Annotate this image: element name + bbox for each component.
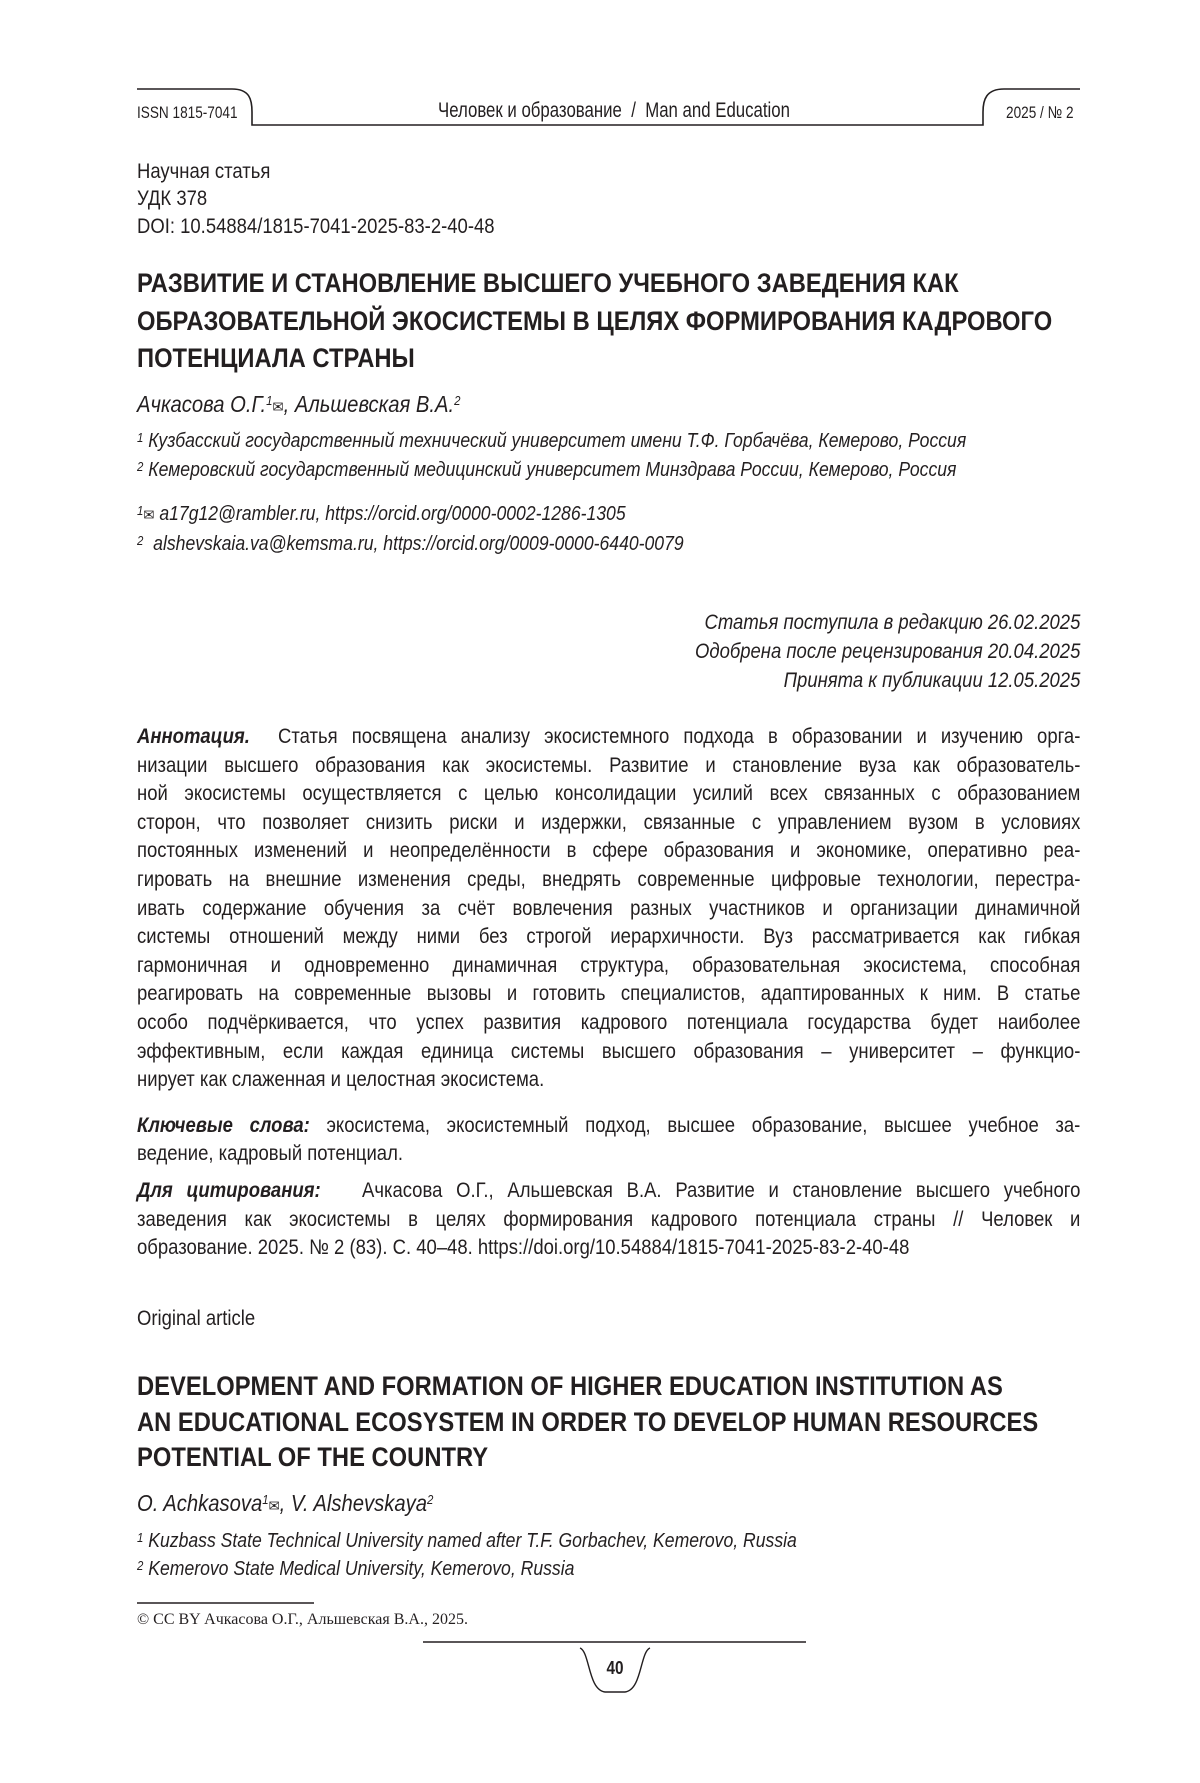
contact — [137, 530, 684, 558]
affil-text: Kuzbass State Technical University named after T.F. Gorbachev, Kemerovo, Russia — [148, 1530, 797, 1552]
author-sup: 2 — [454, 393, 461, 408]
citation-line — [137, 1177, 1080, 1205]
citation-text: Ачкасова О.Г., Альшевская В.А. Развитие и становление высшего учебного — [362, 1179, 1081, 1202]
date-received: Статья поступила в редакцию 26.02.2025 — [704, 611, 1081, 634]
abstract-text: Статья посвящена анализу экосистемного подхода в образовании и изучению орга- — [278, 725, 1081, 748]
envelope-icon: ✉ — [143, 507, 155, 524]
abstract-line: низации высшего образования как экосистемы. Развитие и становление вуза как образователь- — [137, 753, 1081, 777]
abstract-line: гировать на внешние изменения среды, внедрять современные цифровые технологии, перестра- — [137, 868, 1081, 891]
author-sup: 2 — [427, 1492, 434, 1507]
separator: , — [279, 1490, 291, 1516]
title-ru-line: РАЗВИТИЕ И СТАНОВЛЕНИЕ ВЫСШЕГО УЧЕБНОГО ЗАВЕДЕНИЯ КАК — [137, 268, 959, 298]
authors-en — [137, 1489, 433, 1521]
abstract-line: ной экосистемы осуществляется с целью консолидации усилий всех связанных с образованием — [137, 782, 1081, 806]
affiliation-en — [137, 1555, 574, 1583]
abstract-label: Аннотация. — [137, 725, 250, 748]
title-en-line: AN EDUCATIONAL ECOSYSTEM IN ORDER TO DEVELOP HUMAN RESOURCES — [137, 1407, 1039, 1437]
issue-number: 2025 / № 2 — [1006, 103, 1074, 122]
affil-text: Кузбасский государственный технический университет имени Т.Ф. Горбачёва, Кемерово, Россия — [148, 430, 967, 452]
contact — [137, 500, 626, 530]
affil-sup: 2 — [137, 459, 144, 474]
affil-sup: 1 — [137, 1530, 144, 1545]
affil-text: Kemerovo State Medical University, Kemerovo, Russia — [148, 1558, 575, 1580]
author-name: Альшевская В.А. — [294, 391, 455, 417]
keywords-line — [137, 1112, 1080, 1140]
keywords-text: экосистема, экосистемный подход, высшее образование, высшее учебное за- — [326, 1114, 1081, 1137]
affil-text: Кемеровский государственный медицинский университет Минздрава России, Кемерово, Россия — [148, 459, 957, 481]
envelope-icon: ✉ — [272, 399, 284, 416]
copyright: © CC BY Ачкасова О.Г., Альшевская В.А., 2025. — [137, 1611, 468, 1628]
citation-label: Для цитирования: — [137, 1179, 321, 1202]
affiliation-ru — [137, 427, 966, 455]
author-name: O. Achkasova — [137, 1490, 263, 1516]
author-name: V. Alshevskaya — [290, 1490, 428, 1516]
abstract-line: эффективным, если каждая единица системы высшего образования – университет – функцио- — [137, 1039, 1081, 1063]
keywords-line: ведение, кадровый потенциал. — [137, 1142, 404, 1165]
author-name: Ачкасова О.Г. — [137, 391, 267, 417]
separator: , — [283, 391, 295, 417]
date-accepted: Принята к публикации 12.05.2025 — [783, 669, 1081, 692]
abstract-line: реагировать на современные вызовы и готовить специалистов, адаптированных к ним. В статье — [137, 982, 1081, 1006]
affil-sup: 1 — [137, 430, 144, 445]
contact-sup: 1 — [137, 503, 144, 518]
journal-name: Человек и образование / Man and Education — [438, 99, 790, 122]
date-reviewed: Одобрена после рецензирования 20.04.2025 — [694, 640, 1081, 663]
citation-line[interactable]: образование. 2025. № 2 (83). С. 40–48. https://doi.org/10.54884/1815-7041-2025-83-2-40-48 — [137, 1236, 910, 1259]
contact-sup: 2 — [137, 533, 144, 548]
title-en-line: POTENTIAL OF THE COUNTRY — [137, 1442, 489, 1472]
contact-text[interactable]: alshevskaia.va@kemsma.ru, https://orcid.org/0009-0000-6440-0079 — [153, 533, 684, 555]
udc: УДК 378 — [137, 187, 208, 210]
abstract-line: постоянных изменений и неопределённости в сфере образования и экономике, оперативно реа- — [137, 839, 1081, 863]
abstract-line — [137, 723, 1080, 751]
doi: DOI: 10.54884/1815-7041-2025-83-2-40-48 — [137, 215, 495, 238]
page-number: 40 — [606, 1658, 624, 1678]
abstract-line: гармоничная и одновременно динамичная структура, образовательная экосистема, способная — [137, 953, 1081, 977]
author-sup: 1 — [262, 1492, 269, 1507]
affil-sup: 2 — [137, 1558, 144, 1573]
article-column — [137, 0, 1080, 1783]
article-type: Научная статья — [137, 160, 271, 183]
keywords-label: Ключевые слова: — [137, 1114, 310, 1137]
affiliation-ru — [137, 456, 956, 484]
abstract-line: ивать содержание обучения за счёт вовлечения разных участников и организации динамичной — [137, 896, 1081, 920]
abstract-line: нирует как слаженная и целостная экосистема. — [137, 1068, 545, 1092]
contact-text[interactable]: a17g12@rambler.ru, https://orcid.org/0000-0002-1286-1305 — [159, 503, 626, 525]
authors-ru — [137, 390, 461, 422]
abstract-line: системы отношений между ними без строгой иерархичности. Вуз рассматривается как гибкая — [137, 925, 1081, 949]
issn: ISSN 1815-7041 — [137, 103, 238, 122]
abstract-line: особо подчёркивается, что успех развития кадрового потенциала государства будет наиболее — [137, 1011, 1081, 1034]
author-sup: 1 — [266, 393, 273, 408]
affiliation-en — [137, 1527, 797, 1555]
title-ru-line: ПОТЕНЦИАЛА СТРАНЫ — [137, 343, 415, 373]
abstract-line: сторон, что позволяет снизить риски и издержки, связанные с управлением вузом в условиях — [137, 810, 1081, 834]
title-ru-line: ОБРАЗОВАТЕЛЬНОЙ ЭКОСИСТЕМЫ В ЦЕЛЯХ ФОРМИРОВАНИЯ КАДРОВОГО — [137, 306, 1053, 336]
citation-line: заведения как экосистемы в целях формирования кадрового потенциала страны // Человек и — [137, 1208, 1081, 1231]
original-article-label: Original article — [137, 1307, 256, 1330]
envelope-icon: ✉ — [268, 1498, 280, 1515]
title-en-line: DEVELOPMENT AND FORMATION OF HIGHER EDUCATION INSTITUTION AS — [137, 1371, 1003, 1401]
